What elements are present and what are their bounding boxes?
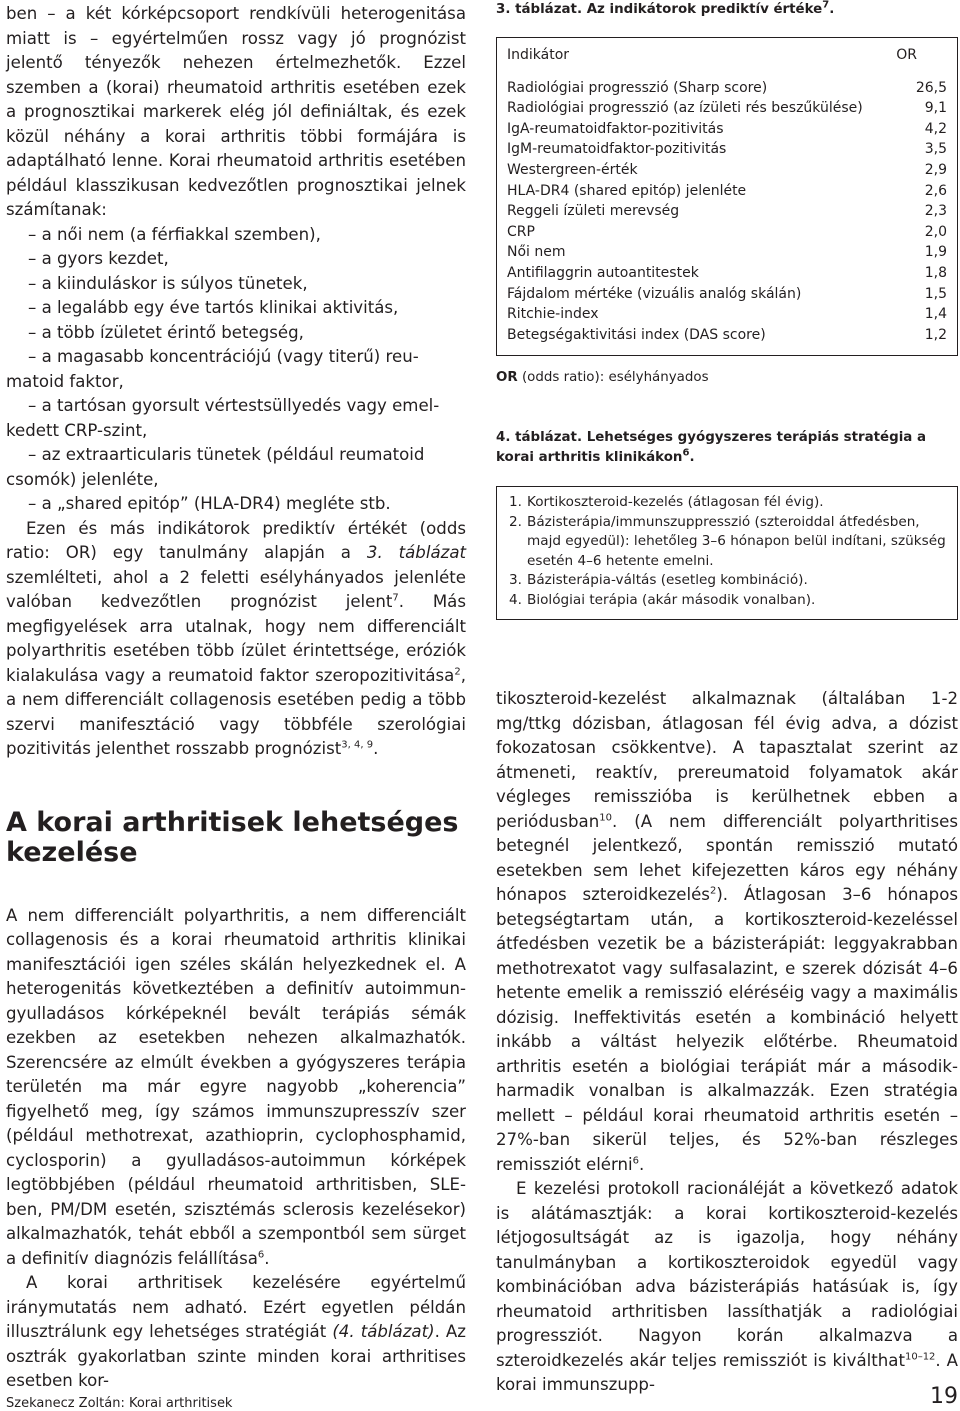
table4	[496, 428, 958, 620]
list-item: – a tartósan gyorsult vértestsüllyedés vagy emel-	[6, 394, 466, 419]
page-number: 19	[930, 1384, 958, 1409]
section-title: A korai arthritisek lehetséges kezelése	[6, 806, 459, 868]
left-column	[6, 2, 466, 1394]
table-row: Betegségaktivitási index (DAS score) 1,2	[507, 326, 947, 343]
list-item: – az extraarticularis tünetek (például reumatoid	[6, 443, 466, 468]
table4-box	[496, 486, 958, 620]
table-row: IgA-reumatoidfaktor-pozitivitás 4,2	[507, 120, 947, 137]
table-row: Westergreen-érték 2,9	[507, 161, 947, 178]
table-reference: (4. táblázat)	[332, 1322, 435, 1341]
column-header-or: OR	[896, 47, 917, 63]
list-item: – a női nem (a férfiakkal szemben),	[6, 223, 466, 248]
list-item: 2. Bázisterápia/immunszuppresszió (szteroiddal átfedésben, majd egyedül): lehetőleg 3–6 hónapon belül indítani, szükség esetén 4–6 hetente emelni.	[509, 513, 946, 569]
table3-box	[496, 37, 958, 356]
right-column	[496, 687, 958, 1398]
footer-author: Szekanecz Zoltán: Korai arthritisek	[6, 1396, 233, 1411]
table3-header	[507, 45, 947, 66]
table-row: CRP 2,0	[507, 223, 947, 240]
strategy-paragraph: A korai arthritisek kezelésére egyértelmű iránymutatás nem adható. Ezért egyetlen példán illusztrálunk egy lehetséges stratégiát (4. táblázat). Az osztrák gyakorlatban szinte minden korai arthritises esetben kor-	[6, 1273, 466, 1390]
column-header-indicator: Indikátor	[507, 47, 570, 63]
table3-caption: 3. táblázat. Az indikátorok prediktív értéke$^7$.	[496, 0, 835, 17]
table-row: Női nem 1,9	[507, 244, 947, 261]
table-row: Radiológiai progresszió (az ízületi rés beszűkülése) 9,1	[507, 100, 947, 117]
steroid-paragraph: tikoszteroid-kezelést alkalmaznak (általában 1-2 mg/ttkg dózisban, átlagosan fél évig adva, a dózist fokozatosan csökkentve). A tapasztalat szerint az átmeneti, reaktív, prereumatoid folyamatok akár végleges remisszióba is kerülhetnek ebben a periódusban$^{10}$. (A nem differenciált polyarthritises betegnél jelentkező, spontán remisszió mutató esetekben sem lehet kifejezetten káros egy néhány hónapos szteroidkezelés$^2$). Átlagosan 3–6 hónapos betegségtartam után, a kortikoszteroid-kezeléssel átfedésben vezetik be a bázisterápiát: leggyakrabban methotrexatot vagy sulfasalazint, e szerek dózisát 4–6 hetente emelik a remisszió eléréséig vagy a maximális dózisig. Ineffektivitás esetén a kombináció helyett inkább a váltást helyezik előtérbe. Rheumatoid arthritis esetén a biológiai terápiát már a második-harmadik vonalban is alkalmazzák. Ezen stratégia mellett – például korai rheumatoid arthritis esetén – 27%-ban sikerül teljes, és 52%-ban részleges remissziót elérni$^6$.	[496, 689, 958, 1174]
list-item-continuation: matoid faktor,	[6, 371, 124, 391]
list-item: – a magasabb koncentrációjú (vagy titerű) reu-	[6, 345, 466, 370]
list-item: – a gyors kezdet,	[6, 247, 466, 272]
treatment-paragraph: A nem differenciált polyarthritis, a nem differenciált collagenosis és a korai rheumatoid arthritis klinikai manifesztációi igen széles skálán helyezkednek el. A heterogenitás következtében a definitív autoimmun-gyulladásos kórképeknél bevált terápiás sémák ezekben az esetekben nehezen alkalmazhatók. Szerencsére az elmúlt években a gyógyszeres terápia területén ma már egyre nagyobb „koherencia” figyelhető meg, így számos immunszupresszív szer (például methotrexat, azathioprin, cyclophosphamid, cyclosporin) a gyulladásos-autoimmun kórképek legtöbbjében (például rheumatoid arthritisben, SLE-ben, PM/DM esetén, szisztémás sclerosis kezelésekor) alkalmazhatók, tehát ebből a szempontból sem sürget a definitív diagnózis felállítása$^6$.	[6, 905, 466, 1268]
list-item: 3. Bázisterápia-váltás (esetleg kombináció).	[509, 572, 808, 589]
table-reference: 3. táblázat	[366, 543, 467, 562]
protocol-paragraph: E kezelési protokoll racionáléját a következő adatok is alátámasztják: a korai kortikoszteroid-kezelés létjogosultságát az is igazolja, hogy néhány tanulmányban a kortikoszteroidok egyedül vagy kombinációban adva bázisterápiás hatásúak is, így rheumatoid arthritisben lassíthatják a radiológiai progressziót. Nagyon korán alkalmazva a szteroidkezelés akár teljes remissziót is kiválthat$^{10-12}$. A korai immunszupp-	[496, 1179, 959, 1394]
table-row: IgM-reumatoidfaktor-pozitivitás 3,5	[507, 141, 947, 158]
table3	[496, 0, 958, 388]
table-row: HLA-DR4 (shared epitóp) jelenléte 2,6	[507, 182, 947, 199]
list-item-continuation: csomók) jelenléte,	[6, 469, 159, 489]
table-row: Antifilaggrin autoantitestek 1,8	[507, 264, 947, 281]
table-row: Radiológiai progresszió (Sharp score) 26,5	[507, 79, 947, 96]
list-item: – a legalább egy éve tartós klinikai aktivitás,	[6, 296, 466, 321]
table-row: Ritchie-index 1,4	[507, 306, 947, 323]
table-row: Reggeli ízületi merevség 2,3	[507, 203, 947, 220]
list-item: – a „shared epitóp” (HLA-DR4) megléte stb.	[6, 492, 466, 517]
list-item-continuation: kedett CRP-szint,	[6, 420, 148, 440]
list-item: – a több ízületet érintő betegség,	[6, 321, 466, 346]
list-item: 4. Biológiai terápia (akár második vonalban).	[509, 591, 816, 608]
table3-note: OR (odds ratio): esélyhányados	[496, 370, 709, 386]
intro-paragraph: ben – a két kórképcsoport rendkívüli heterogenitása miatt is – egyértelműen rossz vagy jó prognózist jelentő tényezők nehezen értelmezhetők. Ezzel szemben a (korai) rheumatoid arthritis esetében ezek a prognosztikai markerek elég jól definiáltak, és ezek közül néhány a korai arthritis többi formájára is adaptálható lenne. Korai rheumatoid arthritis esetében például klasszikusan kedvezőtlen prognosztikai jelnek számítanak:	[6, 4, 466, 219]
prognostic-list	[6, 223, 466, 517]
list-item: – a kiinduláskor is súlyos tünetek,	[6, 272, 466, 297]
table-row: Fájdalom mértéke (vizuális analóg skálán) 1,5	[507, 285, 947, 302]
predictive-paragraph: Ezen és más indikátorok prediktív értékét (odds ratio: OR) egy tanulmány alapján a 3. táblázat szemlélteti, ahol a 2 feletti esélyhányados jelenléte valóban kedvezőtlen prognózist jelent$^7$. Más megfigyelések arra utalnak, hogy nem differenciált polyarthritis esetében több ízület érintettsége, eróziók kialakulása vagy a reumatoid faktor szeropozitivitása$^2$, a nem differenciált collagenosis esetében pedig a több szervi manifesztáció vagy többféle szerológiai pozitivitás jelenthet rosszabb prognózist$^{3, 4, 9}$.	[6, 518, 467, 758]
list-item: 1. Kortikoszteroid-kezelés (átlagosan fél évig).	[509, 494, 824, 510]
table4-caption: 4. táblázat. Lehetséges gyógyszeres terápiás stratégia a korai arthritis klinikákon$^6$.	[496, 430, 927, 465]
